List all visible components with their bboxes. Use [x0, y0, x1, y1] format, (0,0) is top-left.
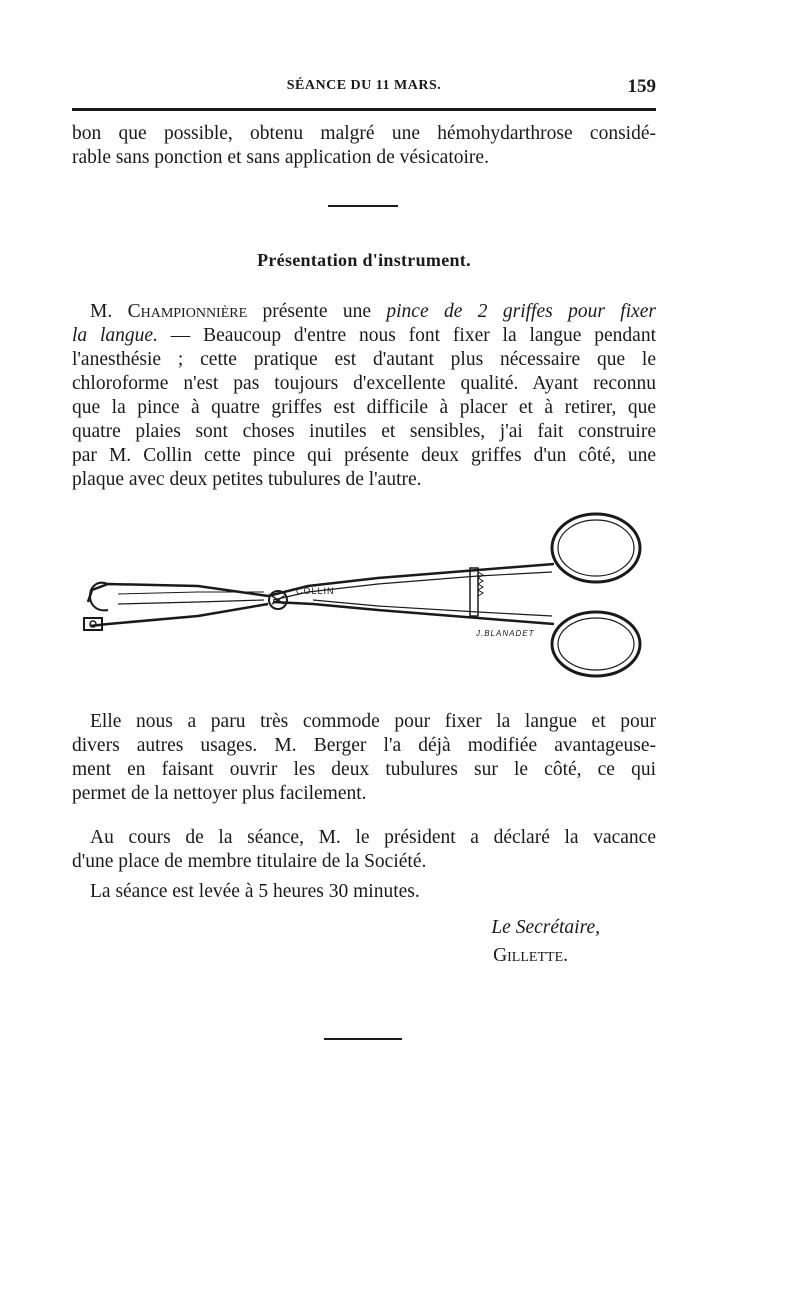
text-line: l'anesthésie ; cette pratique est d'autant plus nécessaire que le — [72, 349, 656, 370]
maker-mark: COLLIN — [296, 586, 335, 596]
paragraph-vacancy — [72, 826, 656, 874]
text-line: par M. Collin cette pince qui présente deux griffes d'un côté, une — [72, 445, 656, 466]
text-line: plaque avec deux petites tubulures de l'autre. — [72, 469, 422, 490]
text-line — [72, 300, 656, 324]
text-line: que la pince à quatre griffes est difficile à placer et à retirer, que — [72, 397, 656, 418]
page-header — [72, 76, 656, 102]
text-fragment: présente une — [247, 301, 387, 322]
text-line: quatre plaies sont choses inutiles et sensibles, j'ai fait construire — [72, 421, 656, 442]
signature-title-text: Le Secrétaire, — [491, 917, 600, 938]
signature-block — [420, 914, 600, 970]
text-line: La séance est levée à 5 heures 30 minutes. — [90, 881, 420, 902]
header-rule — [72, 108, 656, 111]
section-divider — [328, 205, 398, 207]
text-line: permet de la nettoyer plus facilement. — [72, 783, 367, 804]
text-line: d'une place de membre titulaire de la Société. — [72, 851, 427, 872]
paragraph-continuation — [72, 122, 656, 170]
text-fragment: M. — [90, 301, 128, 322]
paragraph-presentation — [72, 300, 656, 492]
end-divider — [324, 1038, 402, 1040]
page-number: 159 — [627, 76, 656, 97]
text-line: Elle nous a paru très commode pour fixer la langue et pour — [90, 711, 656, 732]
paragraph-closing — [72, 880, 656, 904]
author-name: Championnière — [127, 301, 248, 322]
paragraph-commentary — [72, 710, 656, 806]
text-line: bon que possible, obtenu malgré une hémohydarthrose considé- — [72, 123, 656, 144]
text-fragment: — Beaucoup d'entre nous font fixer la langue pendant — [157, 325, 656, 346]
text-line: ment en faisant ouvrir les deux tubulures sur le côté, ce qui — [72, 759, 656, 780]
instrument-name: pince de 2 griffes pour fixer — [386, 301, 657, 322]
instrument-name-cont: la langue. — [72, 325, 158, 346]
text-line: chloroforme n'est pas toujours d'excellente qualité. Ayant reconnu — [72, 373, 656, 394]
section-title: Présentation d'instrument. — [257, 250, 471, 270]
signature-name: Gillette. — [493, 945, 568, 966]
text-line: rable sans ponction et sans application de vésicatoire. — [72, 147, 489, 168]
forceps-icon — [78, 506, 658, 686]
forceps-illustration — [78, 506, 658, 686]
running-head: SÉANCE DU 11 MARS. — [286, 78, 442, 93]
text-line: Au cours de la séance, M. le président a déclaré la vacance — [90, 827, 656, 848]
text-line — [72, 324, 656, 348]
text-line: divers autres usages. M. Berger l'a déjà modifiée avantageuse- — [72, 735, 656, 756]
signature-title — [420, 914, 600, 942]
engraver-signature: J.BLANADET — [476, 629, 535, 638]
